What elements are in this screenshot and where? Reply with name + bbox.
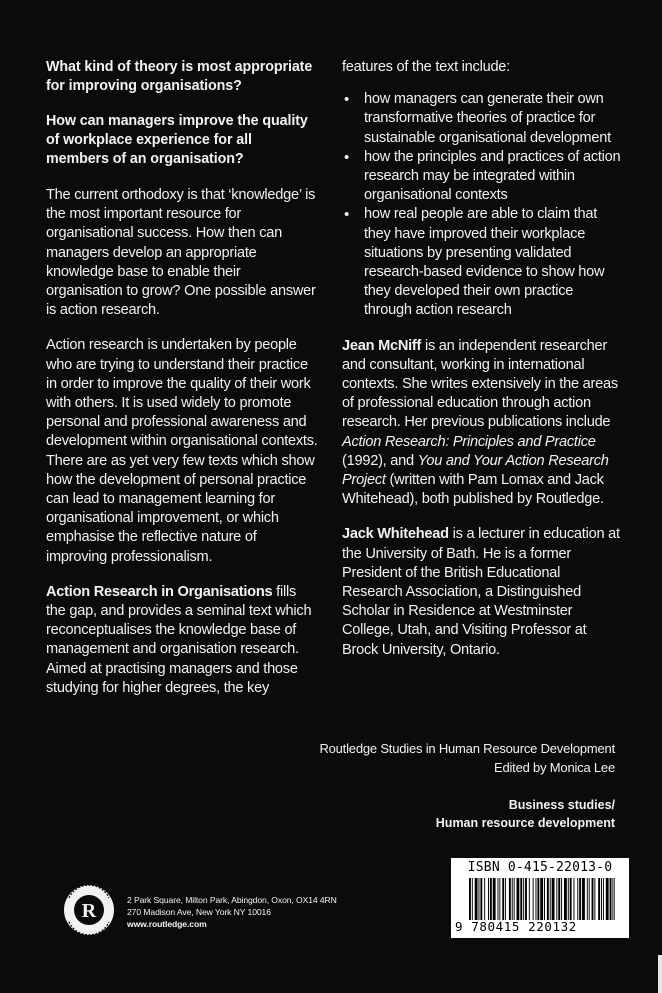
bio-whitehead-text: is a lecturer in education at the University of Bath. He is a former President of the British Educational Research Association, a Distinguished Scholar in Residence at Westminster College, Utah, and Visiting Professor at Brock University, Ontario. bbox=[342, 526, 620, 658]
bio-mcniff-text-3: (written with Pam Lomax and Jack Whitehead), both published by Routledge. bbox=[342, 472, 604, 508]
paragraph-book-intro bbox=[46, 583, 318, 698]
list-item: • how real people are able to claim that they have improved their workplace situations by presenting validated research-based evidence to show how they developed their own practice through action research bbox=[342, 205, 622, 320]
subject-line-1: Business studies/ bbox=[508, 798, 615, 812]
publisher-website: www.routledge.com bbox=[127, 919, 207, 930]
subject-category bbox=[436, 796, 615, 832]
subject-line-2: Human resource development bbox=[435, 816, 615, 830]
book-action-research: Action Research: Principles and Practice bbox=[342, 433, 596, 450]
edge-mark bbox=[658, 955, 662, 993]
barcode-bars-icon bbox=[469, 878, 615, 920]
list-item: • how the principles and practices of action research may be integrated within organisational contexts bbox=[342, 148, 622, 206]
publisher-address bbox=[127, 894, 337, 931]
book-title: Action Research in Organisations bbox=[46, 583, 273, 600]
bio-whitehead bbox=[342, 525, 622, 659]
right-column bbox=[342, 58, 622, 660]
list-item: • how managers can generate their own transformative theories of practice for sustainable organisational development bbox=[342, 90, 622, 148]
series-info bbox=[319, 739, 615, 777]
question-theory: What kind of theory is most appropriate for improving organisations? bbox=[46, 59, 313, 94]
routledge-logo-icon bbox=[63, 884, 115, 936]
isbn-label: ISBN 0-415-22013-0 bbox=[467, 860, 613, 875]
author-name-whitehead: Jack Whitehead bbox=[342, 526, 449, 543]
paragraph-orthodoxy: The current orthodoxy is that ‘knowledge’ is the most important resource for organisational success. How then can managers develop an appropriate knowledge base to enable their organisation to grow? One possible answer is action research. bbox=[46, 187, 316, 319]
series-title: Routledge Studies in Human Resource Development bbox=[319, 741, 615, 756]
book-you-and-your: You and Your Action Research Project bbox=[342, 452, 609, 489]
left-column bbox=[46, 58, 318, 698]
bio-mcniff-text: is an independent researcher and consultant, working in international contexts. She writes extensively in the areas of professional education through action research. Her previous publications include bbox=[342, 337, 618, 431]
bio-mcniff-text-2: (1992), and bbox=[342, 452, 418, 469]
question-managers: How can managers improve the quality of workplace experience for all members of an organisation? bbox=[46, 113, 308, 167]
address-uk: 2 Park Square, Milton Park, Abingdon, Oxon, OX14 4RN bbox=[127, 895, 337, 905]
book-intro-text: fills the gap, and provides a seminal text which reconceptualises the knowledge base of management and organisation research. Aimed at practising managers and those studying for higher degrees, the key bbox=[46, 583, 312, 696]
features-intro: features of the text include: bbox=[342, 59, 510, 75]
author-name-mcniff: Jean McNiff bbox=[342, 337, 422, 354]
series-editor: Edited by Monica Lee bbox=[493, 760, 615, 775]
features-list bbox=[342, 90, 622, 320]
paragraph-action-research: Action research is undertaken by people who are trying to understand their practice in order to improve the quality of their work with others. It is used widely to promote personal and professional awareness and development within organisational contexts. There are as yet very few texts which show how the development of personal practice can lead to management learning for organisational improvement, or which emphasise the reflective nature of improving professionalism. bbox=[46, 337, 318, 565]
address-us: 270 Madison Ave, New York NY 10016 bbox=[127, 907, 271, 918]
barcode bbox=[451, 858, 629, 938]
logo-letter: R bbox=[81, 900, 97, 922]
bio-mcniff bbox=[342, 337, 622, 510]
ean-digits: 9 780415 220132 bbox=[455, 919, 577, 934]
